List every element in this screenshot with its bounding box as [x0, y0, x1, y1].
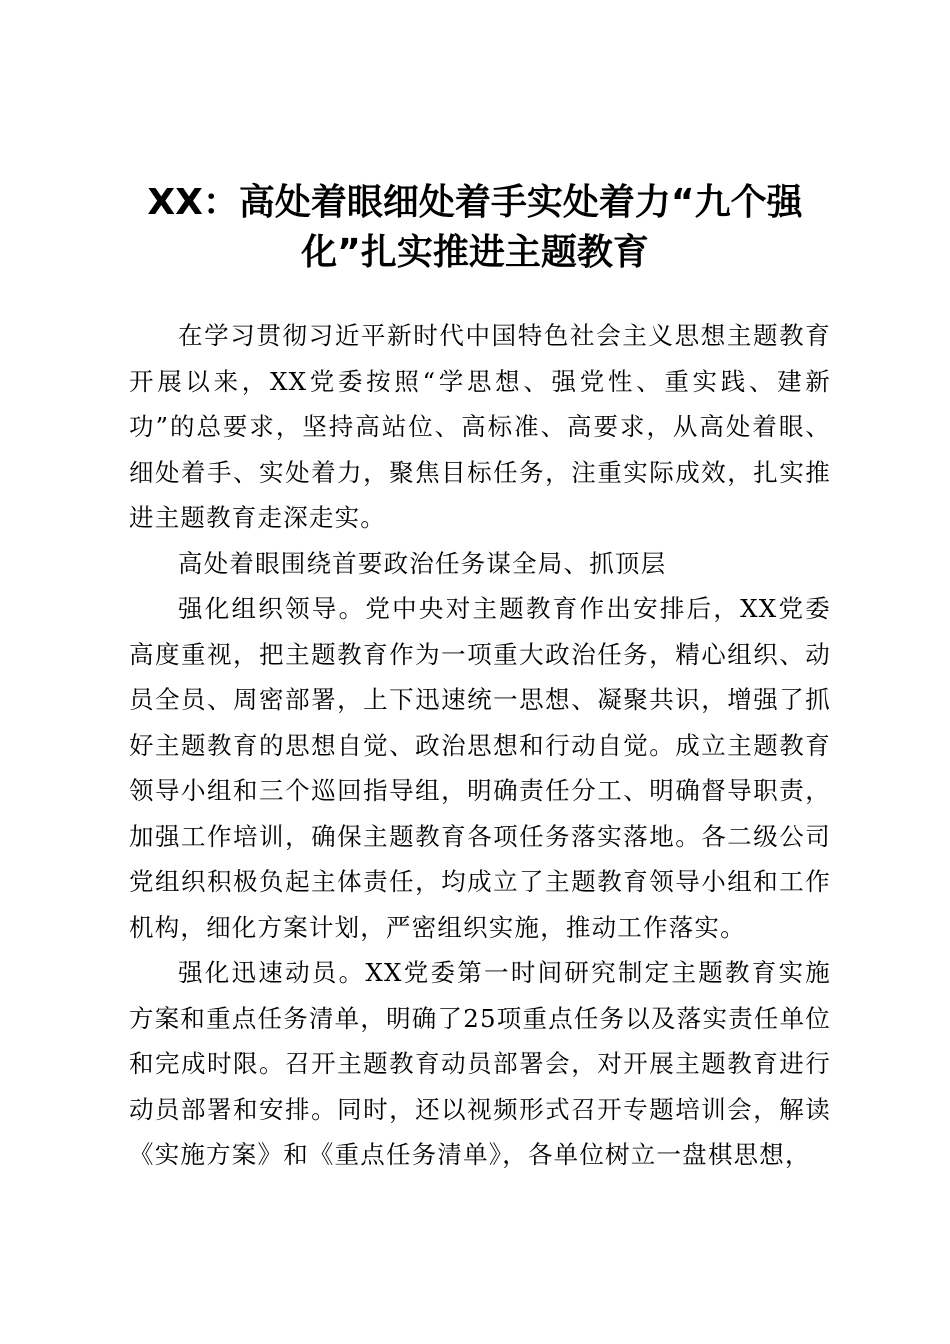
paragraph-mobilization: 强化迅速动员。XX党委第一时间研究制定主题教育实施方案和重点任务清单，明确了25项重点任务以及落实责任单位和完成时限。召开主题教育动员部署会，对开展主题教育进行动员部署和安排。同时，还以视频形式召开专题培训会，解读《实施方案》和《重点任务清单》，各单位树立一盘棋思想，	[129, 958, 831, 1169]
paragraph-organization: 强化组织领导。党中央对主题教育作出安排后，XX党委高度重视，把主题教育作为一项重大政治任务，精心组织、动员全员、周密部署，上下迅速统一思想、凝聚共识，增强了抓好主题教育的思想自觉、政治思想和行动自觉。成立主题教育领导小组和三个巡回指导组，明确责任分工、明确督导职责，加强工作培训，确保主题教育各项任务落实落地。各二级公司党组织积极负起主体责任，均成立了主题教育领导小组和工作机构，细化方案计划，严密组织实施，推动工作落实。	[129, 594, 831, 942]
document-body	[129, 313, 831, 1178]
section-heading: 高处着眼围绕首要政治任务谋全局、抓顶层	[178, 548, 667, 578]
document-title: XX：高处着眼细处着手实处着力“九个强化”扎实推进主题教育	[147, 182, 803, 273]
paragraph-intro: 在学习贯彻习近平新时代中国特色社会主义思想主题教育开展以来，XX党委按照“学思想、强党性、重实践、建新功”的总要求，坚持高站位、高标准、高要求，从高处着眼、细处着手、实处着力，聚焦目标任务，注重实际成效，扎实推进主题教育走深走实。	[129, 321, 831, 532]
